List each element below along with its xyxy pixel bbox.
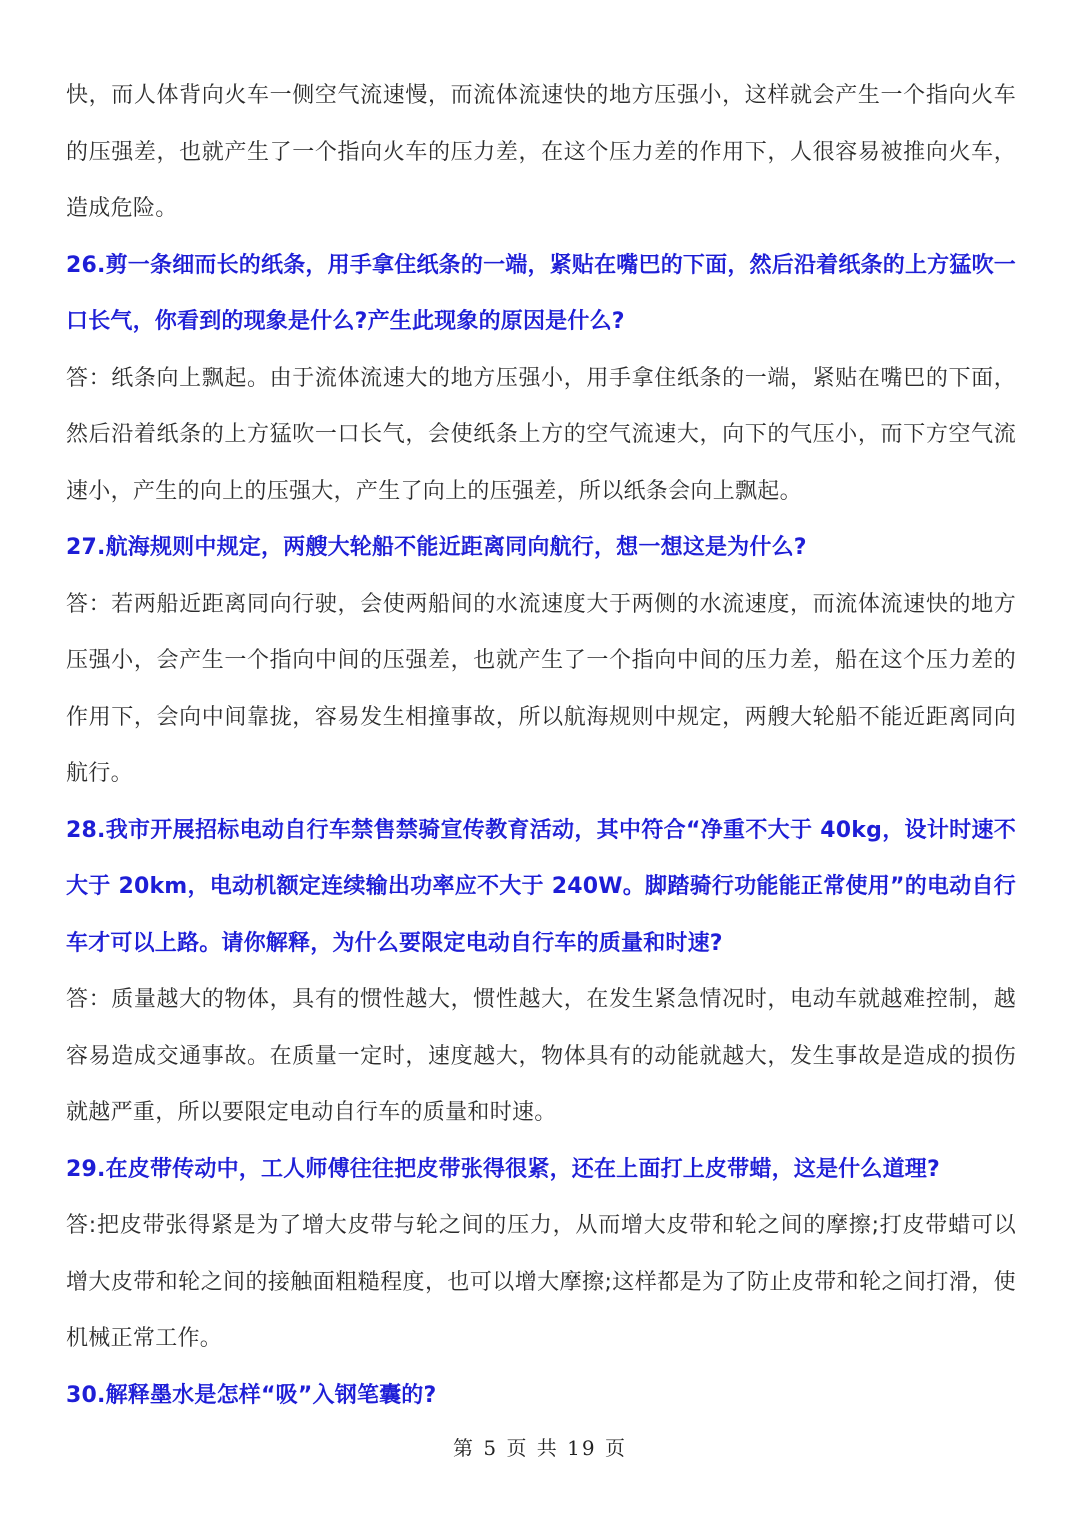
- question-26: 26.剪一条细而长的纸条，用手拿住纸条的一端，紧贴在嘴巴的下面，然后沿着纸条的上方猛吹一口长气，你看到的现象是什么?产生此现象的原因是什么?: [66, 252, 1016, 334]
- answer-27: 答：若两船近距离同向行驶，会使两船间的水流速度大于两侧的水流速度，而流体流速快的地方压强小，会产生一个指向中间的压强差，也就产生了一个指向中间的压力差，船在这个压力差的作用下，会向中间靠拢，容易发生相撞事故，所以航海规则中规定，两艘大轮船不能近距离同向航行。: [66, 591, 1016, 786]
- question-29: 29.在皮带传动中，工人师傅往往把皮带张得很紧，还在上面打上皮带蜡，这是什么道理?: [66, 1156, 940, 1182]
- question-27: 27.航海规则中规定，两艘大轮船不能近距离同向航行，想一想这是为什么?: [66, 535, 807, 560]
- answer-29: 答:把皮带张得紧是为了增大皮带与轮之间的压力，从而增大皮带和轮之间的摩擦;打皮带蜡可以增大皮带和轮之间的接触面粗糙程度，也可以增大摩擦;这样都是为了防止皮带和轮之间打滑，使机械正常工作。: [66, 1213, 1016, 1351]
- question-28: 28.我市开展招标电动自行车禁售禁骑宣传教育活动，其中符合“净重不大于 40kg，设计时速不大于 20km，电动机额定连续输出功率应不大于 240W。脚踏骑行功能能正常使用”的电动自行车才可以上路。请你解释，为什么要限定电动自行车的质量和时速?: [66, 817, 1016, 956]
- answer-paragraph: 快，而人体背向火车一侧空气流速慢，而流体流速快的地方压强小，这样就会产生一个指向火车的压强差，也就产生了一个指向火车的压力差，在这个压力差的作用下，人很容易被推向火车，造成危险。: [66, 83, 1016, 221]
- page-number-footer: 第 5 页 共 19 页: [453, 1436, 627, 1460]
- answer-26: 答：纸条向上飘起。由于流体流速大的地方压强小，用手拿住纸条的一端，紧贴在嘴巴的下面，然后沿着纸条的上方猛吹一口长气，会使纸条上方的空气流速大，向下的气压小，而下方空气流速小，产生的向上的压强大，产生了向上的压强差，所以纸条会向上飘起。: [66, 365, 1016, 504]
- answer-28: 答：质量越大的物体，具有的惯性越大，惯性越大，在发生紧急情况时，电动车就越难控制，越容易造成交通事故。在质量一定时，速度越大，物体具有的动能就越大，发生事故是造成的损伤就越严重，所以要限定电动自行车的质量和时速。: [66, 987, 1016, 1125]
- question-30: 30.解释墨水是怎样“吸”入钢笔囊的?: [66, 1382, 437, 1408]
- document-body: [66, 68, 1016, 1424]
